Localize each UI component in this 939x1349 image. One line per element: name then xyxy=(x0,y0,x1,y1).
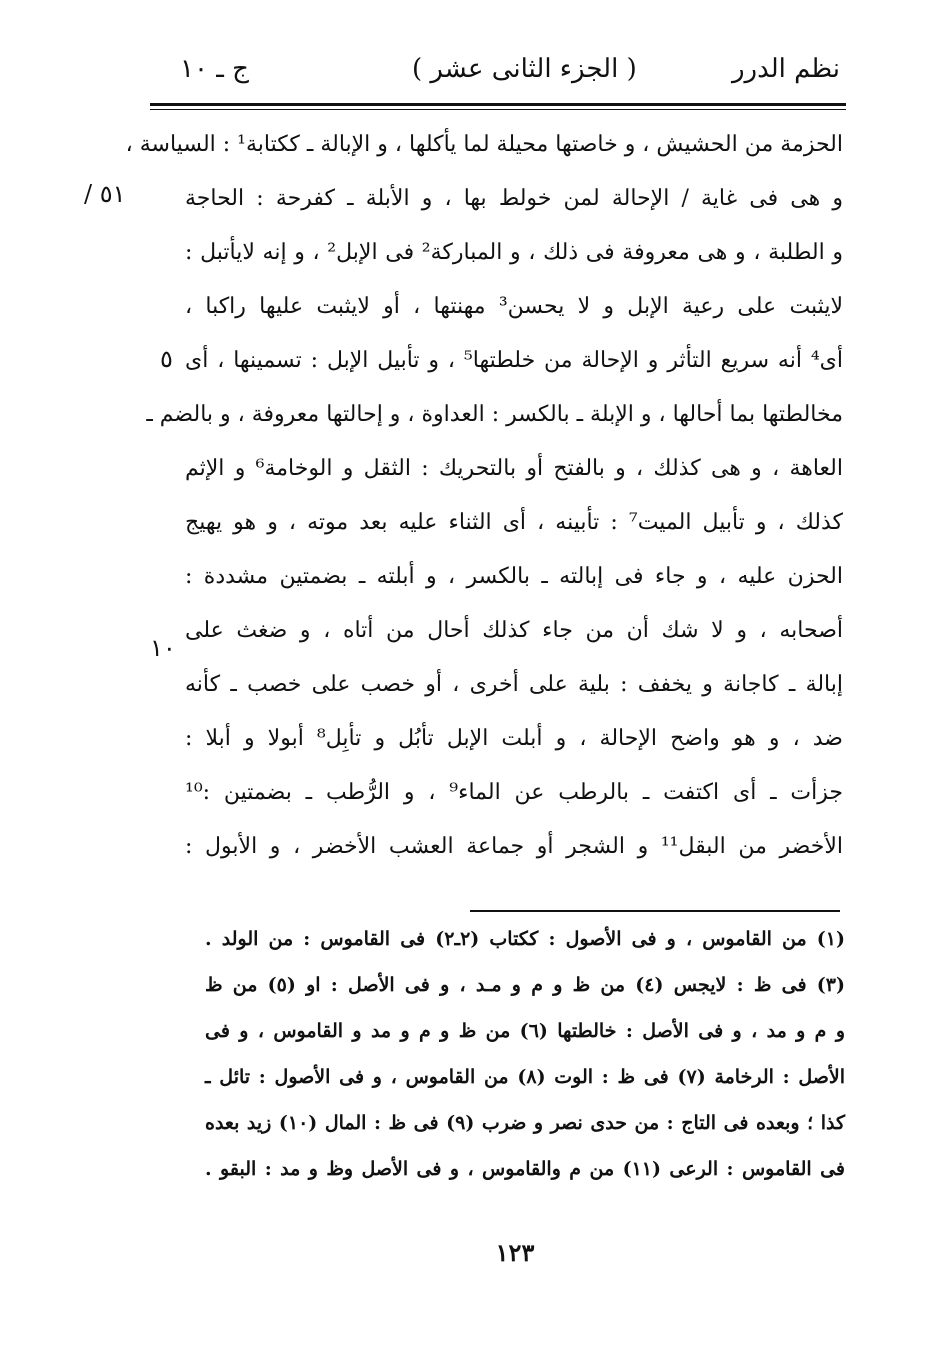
page-number: ١٢٣ xyxy=(495,1238,535,1267)
text-line: مخالطتها بما أحالها ، و الإبلة ـ بالكسر : العداوة ، و إحالتها معروفة ، و بالضم ـ xyxy=(146,402,843,427)
volume-label: ج ـ ١٠ xyxy=(180,54,249,84)
footnote-line: كذا ؛ وبعده فى التاج : من حدى نصر و ضرب (٩) فى ظ : المال (١٠) زيد بعده xyxy=(205,1112,845,1134)
text-line: العاهة ، و هى كذلك ، و بالفتح أو بالتحريك : الثقل و الوخامة⁶ و الإثم xyxy=(185,456,843,481)
text-line: و هى فى غاية / الإحالة لمن خولط بها ، و الأبلة ـ كفرحة : الحاجة xyxy=(185,186,843,211)
footnote-line: فى القاموس : الرعى (١١) من م والقاموس ، و فى الأصل وظ و مد : البقو . xyxy=(205,1158,845,1180)
text-line: إبالة ـ كاجانة و يخفف : بلية على أخرى ، أو خصب على خصب ـ كأنه xyxy=(185,672,843,697)
footnotes xyxy=(205,916,845,1192)
text-line: و الطلبة ، و هى معروفة فى ذلك ، و المباركة² فى الإبل² ، و إنه لايأتبل : xyxy=(185,240,843,265)
footnote-rule xyxy=(470,910,840,912)
running-header xyxy=(150,54,850,94)
margin-line-number-10: ١٠ xyxy=(150,634,176,662)
footnote-line: و م و مد ، و فى الأصل : خالطتها (٦) من ظ و م و مد و القاموس ، و فى xyxy=(205,1020,846,1042)
text-line: الحزمة من الحشيش ، و خاصتها محيلة لما يأكلها ، و الإبالة ـ ككتابة¹ : السياسة ، xyxy=(125,132,843,157)
text-line: كذلك ، و تأبيل الميت⁷ : تأبينه ، أى الثناء عليه بعد موته ، و هو يهيج xyxy=(185,510,843,535)
book-title: نظم الدرر xyxy=(731,54,840,84)
header-rule xyxy=(150,103,846,106)
text-line: ضد ، و هو واضح الإحالة ، و أبلت الإبل تأبُل و تأبِل⁸ أبولا و أبلا : xyxy=(185,726,843,751)
text-line: الحزن عليه ، و جاء فى إبالته ـ بالكسر ، و أبلته ـ بضمتين مشددة : xyxy=(185,564,843,589)
text-line: أصحابه ، و لا شك أن من جاء كذلك أحال من أتاه ، و ضغث على xyxy=(185,618,843,643)
text-line: الأخضر من البقل¹¹ و الشجر أو جماعة العشب الأخضر ، و الأبول : xyxy=(185,834,843,859)
margin-folio-note: ٥١ / xyxy=(84,180,126,208)
part-title: ( الجزء الثانى عشر ) xyxy=(412,54,637,84)
text-line: جزأت ـ أى اكتفت ـ بالرطب عن الماء⁹ ، و الرُّطب ـ بضمتين :¹⁰ xyxy=(185,780,843,805)
text-line: أى⁴ أنه سريع التأثر و الإحالة من خلطتها⁵ ، و تأبيل الإبل : تسمينها ، أى xyxy=(185,348,843,373)
footnote-line: الأصل : الرخامة (٧) فى ظ : الوت (٨) من القاموس ، و فى الأصول : تائل ـ xyxy=(205,1066,846,1088)
margin-line-number-5: ٥ xyxy=(160,345,173,373)
header-rule-thin xyxy=(150,109,846,110)
text-line: لايثبت على رعية الإبل و لا يحسن³ مهنتها ، أو لايثبت عليها راكبا ، xyxy=(185,294,843,319)
footnote-line: (٣) فى ظ : لايجس (٤) من ظ و م و مـد ، و فى الأصل : او (٥) من ظ xyxy=(205,974,845,996)
footnote-line: (١) من القاموس ، و فى الأصول : ككتاب (٢ـ٢) فى القاموس : من الولد . xyxy=(205,928,845,950)
